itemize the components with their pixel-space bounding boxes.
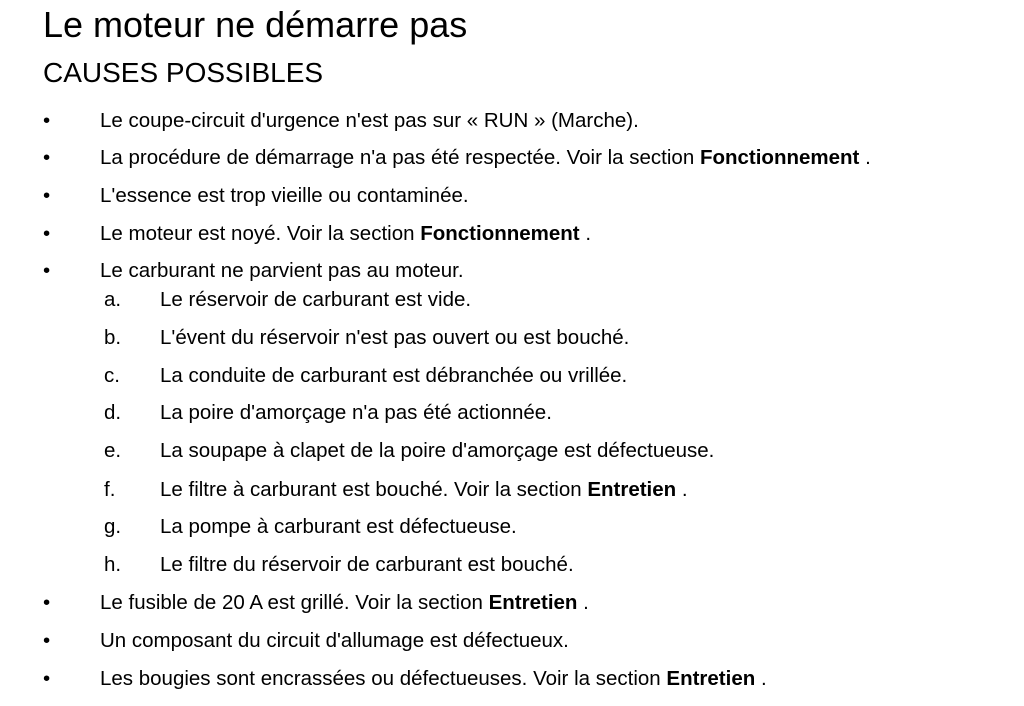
sub-cause-item — [0, 286, 1024, 314]
cause-text: Le moteur est noyé. Voir la section — [100, 222, 421, 245]
bullet-icon: • — [43, 259, 51, 282]
sub-cause-item — [0, 513, 1024, 541]
sub-cause-text: Le réservoir de carburant est vide. — [160, 288, 472, 311]
list-marker: d. — [104, 401, 122, 424]
section-reference: Fonctionnement — [420, 222, 580, 245]
cause-text: Les bougies sont encrassées ou défectueuses. Voir la section — [100, 667, 667, 690]
sub-cause-item — [0, 399, 1024, 427]
bullet-icon: • — [43, 591, 51, 614]
list-marker: e. — [104, 439, 122, 462]
sub-cause-item — [0, 437, 1024, 465]
cause-item — [0, 144, 1024, 172]
cause-text-suffix: . — [755, 667, 767, 690]
bullet-icon: • — [43, 184, 51, 207]
list-marker: h. — [104, 553, 122, 576]
cause-item — [0, 257, 1024, 285]
bullet-icon: • — [43, 629, 51, 652]
cause-item — [0, 182, 1024, 210]
sub-cause-text-suffix: . — [676, 478, 688, 501]
sub-cause-item — [0, 476, 1024, 504]
sub-cause-text: La pompe à carburant est défectueuse. — [160, 515, 517, 538]
list-marker: a. — [104, 288, 122, 311]
section-heading: CAUSES POSSIBLES — [43, 57, 324, 88]
cause-text: Le fusible de 20 A est grillé. Voir la section — [100, 591, 489, 614]
section-reference: Fonctionnement — [699, 146, 860, 169]
bullet-icon: • — [43, 667, 51, 690]
cause-item — [0, 665, 1024, 693]
cause-text: L'essence est trop vieille ou contaminée. — [100, 184, 469, 207]
cause-text-suffix: . — [579, 222, 592, 245]
list-marker: b. — [104, 326, 122, 349]
list-marker: c. — [104, 364, 120, 387]
bullet-icon: • — [43, 146, 51, 169]
cause-text: Un composant du circuit d'allumage est défectueux. — [100, 629, 569, 652]
section-reference: Entretien — [587, 478, 677, 501]
sub-cause-item — [0, 362, 1024, 390]
section-reference: Entretien — [666, 667, 756, 690]
list-marker: g. — [104, 515, 122, 538]
cause-item — [0, 220, 1024, 248]
sub-cause-text: L'évent du réservoir n'est pas ouvert ou est bouché. — [160, 326, 630, 349]
cause-text: La procédure de démarrage n'a pas été respectée. Voir la section — [100, 146, 700, 169]
cause-text: Le coupe-circuit d'urgence n'est pas sur « RUN » (Marche). — [100, 109, 639, 132]
cause-text: Le carburant ne parvient pas au moteur. — [100, 259, 464, 282]
bullet-icon: • — [43, 109, 51, 132]
list-marker: f. — [104, 478, 116, 501]
cause-item — [0, 627, 1024, 655]
cause-text-suffix: . — [577, 591, 589, 614]
bullet-icon: • — [43, 222, 51, 245]
sub-cause-item — [0, 324, 1024, 352]
sub-cause-text: Le filtre du réservoir de carburant est bouché. — [160, 553, 574, 576]
page-title: Le moteur ne démarre pas — [43, 4, 468, 45]
sub-cause-text: La conduite de carburant est débranchée ou vrillée. — [160, 364, 628, 387]
sub-cause-text: Le filtre à carburant est bouché. Voir la section — [160, 478, 588, 501]
cause-text-suffix: . — [859, 146, 871, 169]
cause-item — [0, 589, 1024, 617]
sub-cause-text: La soupape à clapet de la poire d'amorçage est défectueuse. — [160, 439, 715, 462]
sub-cause-item — [0, 551, 1024, 579]
section-reference: Entretien — [488, 591, 578, 614]
sub-cause-text: La poire d'amorçage n'a pas été actionnée. — [160, 401, 552, 424]
cause-item — [0, 107, 1024, 135]
